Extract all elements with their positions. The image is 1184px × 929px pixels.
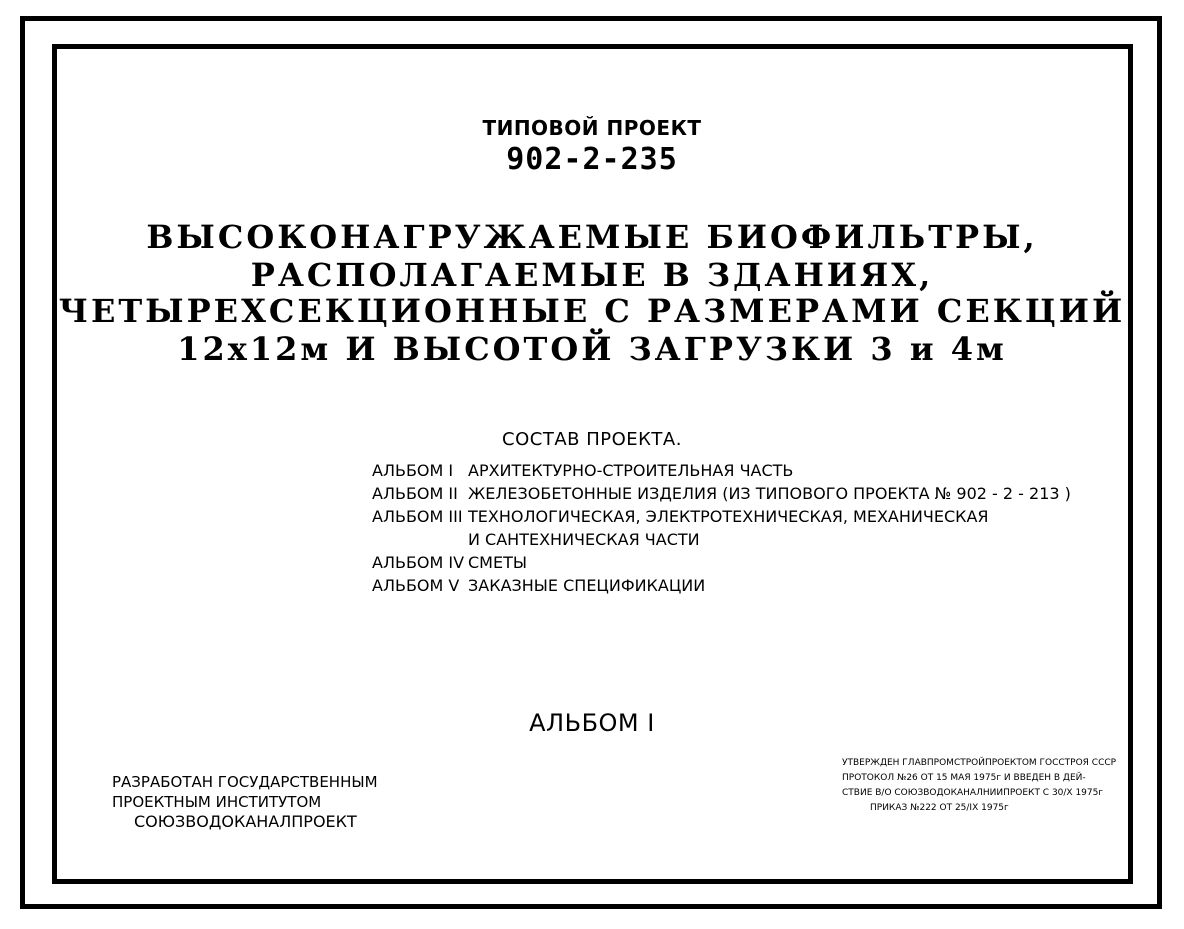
title-line-4: 12х12м И ВЫСОТОЙ ЗАГРУЗКИ 3 и 4м — [177, 330, 1007, 368]
album-list — [372, 459, 1112, 597]
project-type-label: ТИПОВОЙ ПРОЕКТ — [482, 116, 702, 140]
approval-line-4: ПРИКАЗ №222 ОТ 25/IX 1975г — [870, 803, 1009, 813]
album-name: АЛЬБОМ III — [372, 507, 463, 526]
developer-line-2: ПРОЕКТНЫМ ИНСТИТУТОМ — [112, 793, 322, 811]
album-row — [372, 482, 1112, 505]
approval-block — [842, 756, 1117, 816]
album-description: АРХИТЕКТУРНО-СТРОИТЕЛЬНАЯ ЧАСТЬ — [468, 461, 794, 480]
album-description: ЗАКАЗНЫЕ СПЕЦИФИКАЦИИ — [468, 576, 706, 595]
album-description: ТЕХНОЛОГИЧЕСКАЯ, ЭЛЕКТРОТЕХНИЧЕСКАЯ, МЕХАНИЧЕСКАЯ — [468, 507, 989, 526]
approval-line-3: СТВИЕ В/О СОЮЗВОДОКАНАЛНИИПРОЕКТ С 30/X 1975г — [842, 788, 1104, 798]
album-name: АЛЬБОМ V — [372, 576, 460, 595]
album-row — [372, 459, 1112, 482]
current-album-label: АЛЬБОМ I — [529, 709, 655, 737]
title-line-3: ЧЕТЫРЕХСЕКЦИОННЫЕ С РАЗМЕРАМИ СЕКЦИЙ — [58, 292, 1126, 330]
title-line-2: РАСПОЛАГАЕМЫЕ В ЗДАНИЯХ, — [250, 256, 934, 294]
album-row — [372, 528, 1112, 551]
developer-line-1: РАЗРАБОТАН ГОСУДАРСТВЕННЫМ — [112, 773, 378, 791]
album-name: АЛЬБОМ I — [372, 461, 454, 480]
composition-heading: СОСТАВ ПРОЕКТА. — [502, 429, 682, 450]
developer-organization: СОЮЗВОДОКАНАЛПРОЕКТ — [134, 812, 357, 831]
title-line-1: ВЫСОКОНАГРУЖАЕМЫЕ БИОФИЛЬТРЫ, — [146, 218, 1038, 256]
approval-line-2: ПРОТОКОЛ №26 ОТ 15 МАЯ 1975г И ВВЕДЕН В ДЕЙ- — [842, 773, 1086, 783]
album-description: ЖЕЛЕЗОБЕТОННЫЕ ИЗДЕЛИЯ (ИЗ ТИПОВОГО ПРОЕКТА № 902 - 2 - 213 ) — [468, 484, 1071, 503]
album-row — [372, 574, 1112, 597]
album-name — [372, 528, 468, 551]
album-description: СМЕТЫ — [468, 553, 527, 572]
project-number: 902-2-235 — [506, 142, 678, 177]
developer-block — [112, 772, 378, 832]
album-description: И САНТЕХНИЧЕСКАЯ ЧАСТИ — [468, 530, 700, 549]
approval-line-1: УТВЕРЖДЕН ГЛАВПРОМСТРОЙПРОЕКТОМ ГОССТРОЯ СССР — [842, 758, 1117, 768]
album-name: АЛЬБОМ II — [372, 484, 458, 503]
album-name: АЛЬБОМ IV — [372, 553, 465, 572]
album-row — [372, 505, 1112, 528]
album-row — [372, 551, 1112, 574]
